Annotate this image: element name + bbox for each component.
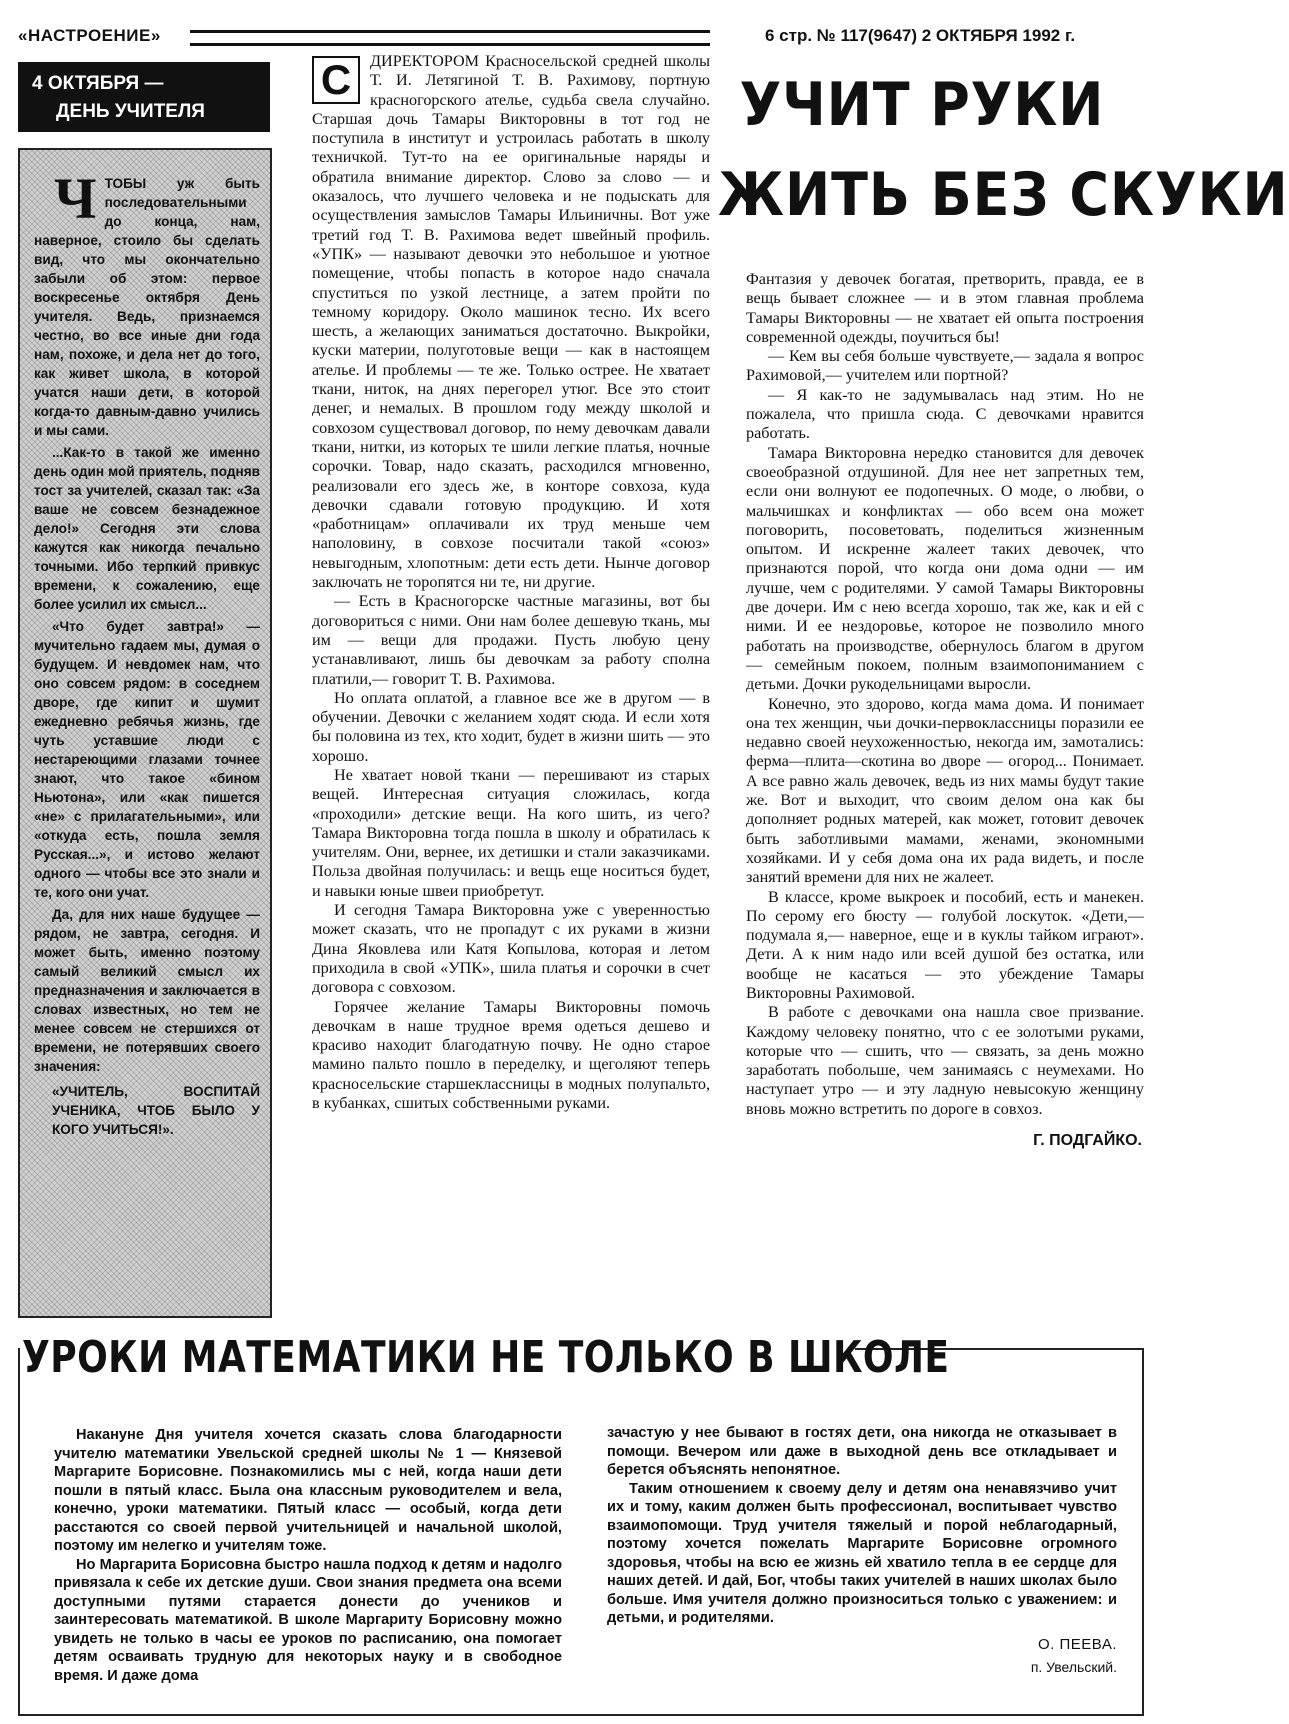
holiday-banner [18, 62, 270, 132]
letter-signature: О. ПЕЕВА. [1038, 1635, 1117, 1653]
article-paragraph: Но оплата оплатой, а главное все же в другом — в обучении. Девочки с желанием ходят сюда. И если хотя бы половина из тех, кто ходит, будет в жизни шить — это хорошо. [312, 688, 710, 765]
letter-place: п. Увельский. [1030, 1659, 1117, 1675]
article-paragraph: В работе с девочками она нашла свое призвание. Каждому человеку понятно, что с ее золотыми руками, которые что — сшить, что — связать, за день можно заработать побольше, чем занимаясь с неумехами. Но наступает утро — и эту ладную невысокую женщину вновь можно встретить по дороге в совхоз. [746, 1003, 1144, 1118]
article-paragraph: — Кем вы себя больше чувствуете,— задала я вопрос Рахимовой,— учителем или портной? [746, 347, 1144, 385]
issue-info: 6 стр. № 117(9647) 2 ОКТЯБРЯ 1992 г. [765, 26, 1076, 45]
article-paragraph: Тамара Викторовна нередко становится для девочек своеобразной отдушиной. Для нее нет запретных тем, если они волнуют ее подопечных. О моде, о любви, о мальчишках и конфликтах — обо всем она может поговорить, посоветовать, поделиться жизненным опытом. И искренне жалеет таких девочек, что признаются порой, что когда они дома одни — им лучше, чем с родителями. У самой Тамары Викторовны две дочери. Им с нею всегда хорошо, так же, как и ей с ними. И ее нездоровье, которое не позволило много работать на производстве, обернулось благом в другом — семейным покоем, полным взаимопониманием с детьми. Дочки рукодельницами выросли. [746, 443, 1144, 694]
article-headline [718, 60, 1289, 240]
article-column-right [746, 270, 1144, 1150]
editorial-sidebar [18, 148, 272, 1318]
sidebar-dropcap: Ч [54, 166, 97, 231]
headline-line: ЖИТЬ БЕЗ СКУКИ [718, 160, 1289, 230]
letter-paragraph: Таким отношением к своему делу и детям она ненавязчиво учит их и тому, каким должен быть профессионал, воспитывает чувство взаимопомощи. Труд учителя тяжелый и порой неблагодарный, поэтому хочется пожелать Маргарите Борисовне огромного здоровья, чтобы на всю ее жизнь ей хватило тепла в ее сердце для наших детей. И дай, Бог, чтобы таких учителей в наших школах было больше. Имя учителя должно произноситься только с уважением: и детьми, и родителями. [607, 1480, 1117, 1626]
article-paragraph [312, 52, 710, 592]
sidebar-paragraph: ТОБЫ уж быть последовательными до конца, нам, наверное, стоило бы сделать вид, что мы окончательно забыли об этом: первое воскресенье октября День учителя. Ведь, признаемся честно, во все иные дни года нам, похоже, и дела нет до того, как живет школа, в которой учатся наши дети, в которой когда-то давным-давно учились и мы сами. [34, 176, 260, 438]
article-signature: Г. ПОДГАЙКО. [1033, 1132, 1142, 1150]
sidebar-paragraph: Да, для них наше будущее — рядом, не завтра, сегодня. И может быть, именно поэтому самый великий смысл их предназначения и заключается в словах известных, но тем не менее совсем не стершихся от времени, не потерявших своего значения: [34, 907, 260, 1074]
letter-headline: УРОКИ МАТЕМАТИКИ НЕ ТОЛЬКО В ШКОЛЕ [22, 1332, 950, 1383]
section-title: «НАСТРОЕНИЕ» [18, 26, 161, 45]
article-paragraph: И сегодня Тамара Викторовна уже с уверенностью может сказать, что не пропадут с их руками в жизни Дина Яковлева или Катя Копылова, которая и летом приходила в свой «УПК», шила платья и сорочки в счет договора с совхозом. [312, 901, 710, 997]
article-column-middle [312, 52, 710, 1113]
article-paragraph: — Есть в Красногорске частные магазины, вот бы договориться с ними. Они нам более дешевую ткань, мы им — вещи для продажи. Пусть любую цену устанавливают, лишь бы девочкам за работу сполна платили,— говорит Т. В. Рахимова. [312, 592, 710, 688]
article-paragraph: — Я как-то не задумывалась над этим. Но не пожалела, что пришла сюда. С девочками нравится работать. [746, 385, 1144, 443]
article-paragraph: Фантазия у девочек богатая, претворить, правда, ее в вещь бывает сложнее — и в этом главная проблема Тамары Викторовны — не хватает ей опыта построения современной одежды, поучиться бы! [746, 270, 1144, 346]
article-paragraph: Конечно, это здорово, когда мама дома. И понимает она тех женщин, чьи дочки-первоклассницы поразили ее недавно своей неухоженностью, некогда им, замотались: ферма—плита—скотина во дворе — огород... Понимает. А все равно жаль девочек, ведь из них мамы будут такие же. Вот и выходит, что своим делом она как бы дополняет родных матерей, как может, готовит девочек быть заботливыми мамами, женами, экономными хозяйками. И у себя дома она их рада видеть, и после занятий времени для них не жалеет. [746, 694, 1144, 887]
holiday-name: ДЕНЬ УЧИТЕЛЯ [56, 101, 205, 122]
letter-column-left [54, 1426, 562, 1685]
article-paragraph: Не хватает новой ткани — перешивают из старых вещей. Интересная ситуация сложилась, когда «проходили» детские вещи. На кого шить, из чего? Тамара Викторовна тогда пошла в школу и обратилась к учителям. Они, вернее, их детишки и стали заказчиками. Польза двойная получилась: и вещь еще носиться будет, и навыки юные швеи приобретут. [312, 765, 710, 900]
letter-column-right [607, 1424, 1117, 1677]
headline-line: УЧИТ РУКИ [739, 70, 1105, 140]
article-lead-text: ДИРЕКТОРОМ Красносельской средней школы Т. И. Летягиной Т. В. Рахимову, портную красногорского ателье, судьба свела случайно. Старшая дочь Тамары Викторовны в тот год не поступила в институт и устроилась работать в школу техничкой. Тут-то на ее оригинальные наряды и обратила внимание директор. Слово за слово — и оказалось, что лучшего человека и не подыскать для осуществления замыслов Тамары Ильиничны. Вот уже третий год Т. В. Рахимова ведет швейный профиль. «УПК» — называют девочки это небольшое и уютное помещение, чтобы попасть в которое надо сначала спуститься по узкой лестнице, а затем пройти по темному коридору. Около машинок тесно. Их всего шесть, а желающих заниматься достаточно. Выкройки, куски материи, полуготовые вещи — как в настоящем ателье. И проблемы — те же. Только острее. Не хватает ткани, ниток, на днях перегорел утюг. Все это стоит денег, и немалых. В прошлом году между школой и совхозом существовал договор, по нему девочкам давали ткани, нитки, из которых те шили легкие платья, ночные сорочки. Товар, надо сказать, расходился мгновенно, реализовали его здесь же, в конторе совхоза, куда девочки сдавали готовую продукцию. И хотя «работницам» оплачивали их труд меньше чем наполовину, в совхозе посчитали такой «союз» невыгодным, хлопотным: дети есть дети. Нынче договор заключать не торопятся ни те, ни другие. [312, 52, 710, 592]
letter-paragraph: Накануне Дня учителя хочется сказать слова благодарности учителю математики Увельской средней школы № 1 — Князевой Маргарите Борисовне. Познакомились мы с ней, когда наши дети пошли в пятый класс. Была она классным руководителем и вела, конечно, уроки математики. Пятый класс — особый, когда дети расстаются со своей первой учительницей и начальной школой, поэтому им нелегко и учителям тоже. [54, 1427, 562, 1554]
sidebar-paragraph: ...Как-то в такой же именно день один мой приятель, подняв тост за учителей, сказал так: «За ваше не совсем безнадежное дело!» Сегодня эти слова кажутся как никогда печально точными. Ибо терпкий привкус времени, к сожалению, еще более усилил их смысл... [34, 445, 260, 612]
sidebar-paragraph: «Что будет завтра!» — мучительно гадаем мы, думая о будущем. И невдомек нам, что оно совсем рядом: в соседнем дворе, где кипит и шумит ежедневно ребячья жизнь, где чуть уставшие люди с нестареющими глазами точнее знают, что такое «бином Ньютона», или «как пишется «не» с прилагательными», или «откуда есть, пошла земля Русская...», и истово желают одного — чтобы все это знали и те, кого они учат. [34, 619, 260, 900]
sidebar-motto: «УЧИТЕЛЬ, ВОСПИТАЙ УЧЕНИКА, ЧТОБ БЫЛО У КОГО УЧИТЬСЯ!». [52, 1084, 260, 1137]
article-paragraph: Горячее желание Тамары Викторовны помочь девочкам в наше трудное время одеться дешево и красиво находит благодатную почву. Не одно старое мамино пальто пошло в переделку, и щеголяют теперь красносельские старшеклассницы в модных полупальто, в кубанках, сшитых собственными руками. [312, 997, 710, 1113]
masthead-rule [190, 30, 710, 46]
letter-paragraph: Но Маргарита Борисовна быстро нашла подход к детям и надолго привязала к себе их детские души. Свои знания предмета она всеми доступными путями старается донести до учеников и заинтересовать математикой. В школе Маргариту Борисовну можно увидеть не только в часы ее уроков по расписанию, она помогает детям осваивать трудную для некоторых науку и в свободное время. И даже дома [54, 1556, 562, 1684]
article-dropcap: С [312, 56, 360, 104]
holiday-date: 4 ОКТЯБРЯ — [32, 73, 164, 94]
article-paragraph: В классе, кроме выкроек и пособий, есть и манекен. По серому его бюсту — голубой лоскуток. «Дети,— подумала я,— наверное, еще и в куклы тайком играют». Дети. А к ним надо или всей душой без остатка, или вообще не касаться — это убеждение Тамары Викторовны Рахимовой. [746, 887, 1144, 1002]
letter-paragraph: зачастую у нее бывают в гостях дети, она никогда не отказывает в помощи. Вечером или даже в выходной день все откладывает и берется объяснять непонятное. [607, 1425, 1117, 1478]
